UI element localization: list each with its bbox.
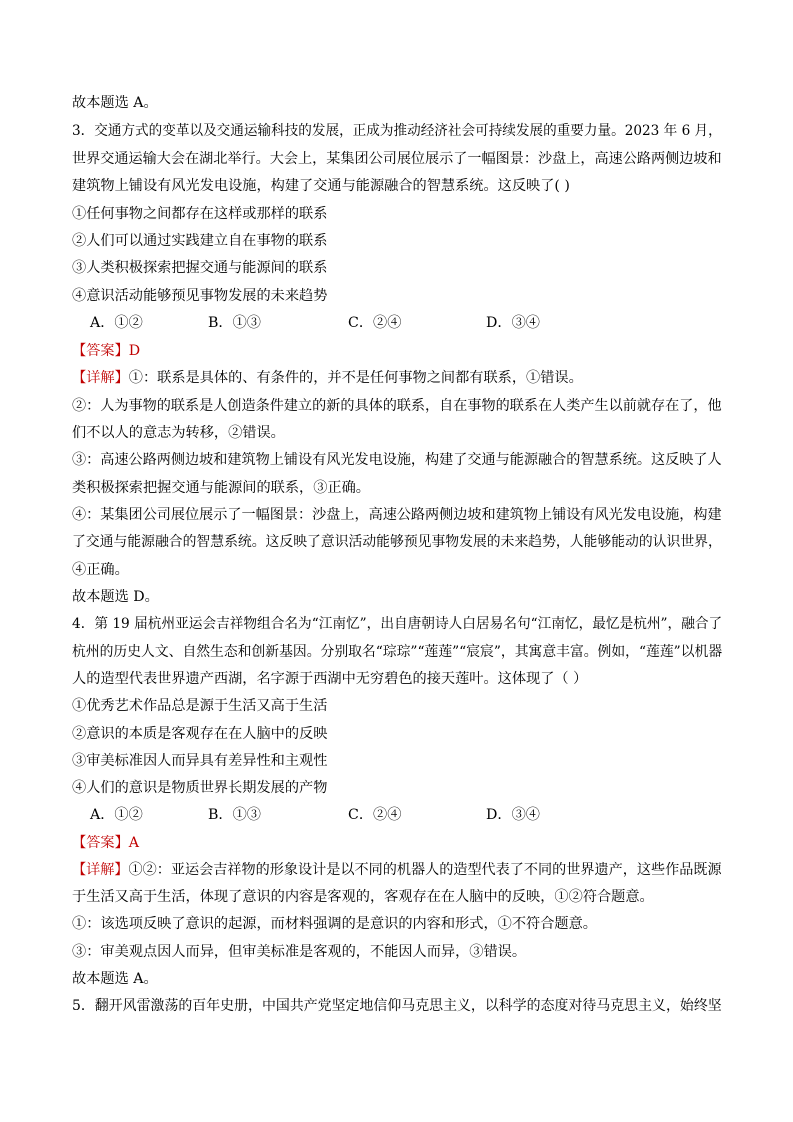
question-3-conclusion: 故本题选 D。 — [72, 589, 159, 605]
question-4-statement-3: ③审美标准因人而异具有差异性和主观性 — [72, 753, 328, 769]
question-3-statement-4: ④意识活动能够预见事物发展的未来趋势 — [72, 288, 328, 304]
question-4-option-a: A．①② — [90, 807, 143, 823]
question-4-stem-line-3: 人的造型代表世界遗产西湖，名字源于西湖中无穷碧色的接天莲叶。这体现了（ ） — [72, 671, 588, 687]
question-3-statement-3: ③人类积极探索把握交通与能源间的联系 — [72, 260, 328, 276]
question-3-explanation-8: ④正确。 — [72, 562, 129, 578]
question-4-stem-line-1: 4．第 19 届杭州亚运会吉祥物组合名为“江南忆”，出自唐朝诗人白居易名句“江南忆，最忆是杭州”，融合了 — [72, 616, 723, 632]
question-3-explanation-3: 们不以人的意志为转移，②错误。 — [72, 425, 285, 441]
question-3-stem-line-2: 世界交通运输大会在湖北举行。大会上，某集团公司展位展示了一幅图景：沙盘上，高速公路两侧边坡和 — [72, 151, 722, 167]
answer-label: 【答案】 — [72, 343, 129, 359]
question-4-statement-2: ②意识的本质是客观存在在人脑中的反映 — [72, 726, 328, 742]
question-4-option-d: D．③④ — [486, 807, 540, 823]
answer-label: 【答案】 — [72, 835, 129, 851]
question-4-explanation-2: 于生活又高于生活，体现了意识的内容是客观的，客观存在在人脑中的反映，①②符合题意。 — [72, 889, 654, 905]
question-4-stem-line-2: 杭州的历史人文、自然生态和创新基因。分别取名“琮琮”“莲莲”“宸宸”，其寓意丰富。例如，“莲莲”以机器 — [72, 644, 723, 660]
answer-value: A — [128, 835, 140, 851]
question-3-option-d: D．③④ — [486, 315, 540, 331]
question-4-answer — [72, 834, 139, 852]
question-4-explanation-1 — [72, 861, 722, 879]
question-3-explanation-7: 了交通与能源融合的智慧系统。这反映了意识活动能够预见事物发展的未来趋势，人能够能动的认识世界， — [72, 534, 722, 550]
question-4-statement-4: ④人们的意识是物质世界长期发展的产物 — [72, 780, 328, 796]
question-3-option-b: B．①③ — [208, 315, 261, 331]
answer-value: D — [128, 343, 141, 359]
question-4-option-c: C．②④ — [348, 807, 402, 823]
question-3-answer — [72, 342, 140, 360]
question-3-option-c: C．②④ — [348, 315, 402, 331]
conclusion-prev: 故本题选 A。 — [72, 95, 158, 111]
explanation-label: 【详解】 — [72, 370, 129, 386]
question-3-explanation-5: 类积极探索把握交通与能源间的联系，③正确。 — [72, 480, 370, 496]
question-4-explanation-4: ③：审美观点因人而异，但审美标准是客观的，不能因人而异，③错误。 — [72, 944, 527, 960]
explanation-text: ①：联系是具体的、有条件的，并不是任何事物之间都有联系，①错误。 — [128, 370, 583, 386]
question-3-statement-2: ②人们可以通过实践建立自在事物的联系 — [72, 233, 328, 249]
question-3-explanation-2: ②：人为事物的联系是人创造条件建立的新的具体的联系，自在事物的联系在人类产生以前就存在了，他 — [72, 398, 722, 414]
question-3-option-a: A．①② — [90, 315, 143, 331]
question-3-statement-1: ①任何事物之间都存在这样或那样的联系 — [72, 206, 328, 222]
question-3-explanation-6: ④：某集团公司展位展示了一幅图景：沙盘上，高速公路两侧边坡和建筑物上铺设有风光发电设施，构建 — [72, 507, 722, 523]
question-3-explanation-1 — [72, 369, 583, 387]
question-3-explanation-4: ③：高速公路两侧边坡和建筑物上铺设有风光发电设施，构建了交通与能源融合的智慧系统。这反映了人 — [72, 452, 722, 468]
question-5-stem-line-1: 5．翻开风雷激荡的百年史册，中国共产党坚定地信仰马克思主义，以科学的态度对待马克思主义，始终坚 — [72, 998, 722, 1014]
question-4-explanation-3: ①：该选项反映了意识的起源，而材料强调的是意识的内容和形式，①不符合题意。 — [72, 916, 597, 932]
explanation-text: ①②：亚运会吉祥物的形象设计是以不同的机器人的造型代表了不同的世界遗产，这些作品既源 — [128, 862, 722, 878]
explanation-label: 【详解】 — [72, 862, 129, 878]
question-3-stem-line-1: 3．交通方式的变革以及交通运输科技的发展，正成为推动经济社会可持续发展的重要力量。2023 年 6 月， — [72, 123, 722, 139]
question-3-stem-line-3: 建筑物上铺设有风光发电设施，构建了交通与能源融合的智慧系统。这反映了( ) — [72, 178, 570, 194]
question-4-conclusion: 故本题选 A。 — [72, 971, 158, 987]
question-4-statement-1: ①优秀艺术作品总是源于生活又高于生活 — [72, 698, 328, 714]
question-4-option-b: B．①③ — [208, 807, 261, 823]
